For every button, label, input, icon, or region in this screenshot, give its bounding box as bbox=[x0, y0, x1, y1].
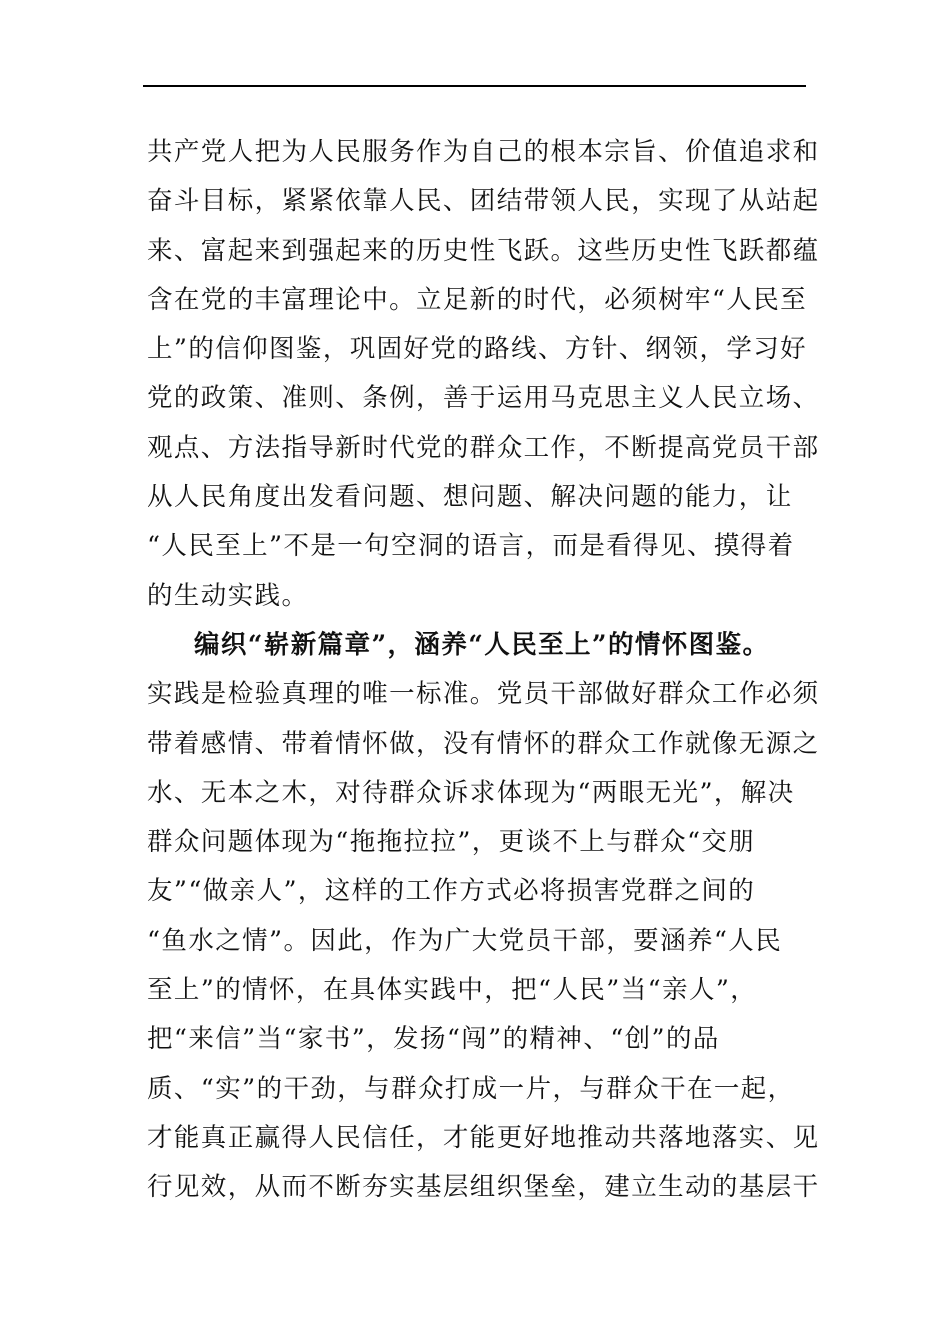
text-line: “鱼水之情”。因此，作为广大党员干部，要涵养“人民 bbox=[147, 925, 783, 956]
text-line: 至上”的情怀，在具体实践中，把“人民”当“亲人”， bbox=[147, 975, 758, 1006]
header-rule bbox=[143, 85, 806, 87]
section-heading: 编织“崭新篇章”，涵养“人民至上”的情怀图鉴。 bbox=[194, 629, 770, 660]
text-line: 来、富起来到强起来的历史性飞跃。这些历史性飞跃都蕴 bbox=[147, 235, 820, 266]
paragraph-2 bbox=[147, 621, 820, 1213]
text-line: 质、“实”的干劲，与群众打成一片，与群众干在一起， bbox=[147, 1073, 795, 1104]
text-line: 奋斗目标，紧紧依靠人民、团结带领人民，实现了从站起 bbox=[147, 186, 820, 217]
text-line: 友”“做亲人”，这样的工作方式必将损害党群之间的 bbox=[147, 876, 756, 907]
paragraph-1 bbox=[147, 128, 820, 621]
text-line: 党的政策、准则、条例，善于运用马克思主义人民立场、 bbox=[147, 383, 820, 414]
text-line: 实践是检验真理的唯一标准。党员干部做好群众工作必须 bbox=[147, 679, 820, 710]
text-line: 共产党人把为人民服务作为自己的根本宗旨、价值追求和 bbox=[147, 137, 820, 167]
text-line: 带着感情、带着情怀做，没有情怀的群众工作就像无源之 bbox=[147, 728, 820, 759]
text-line: 含在党的丰富理论中。立足新的时代，必须树牢“人民至 bbox=[147, 284, 808, 315]
text-line: 行见效，从而不断夯实基层组织堡垒，建立生动的基层干 bbox=[147, 1172, 820, 1203]
text-line: 把“来信”当“家书”，发扬“闯”的精神、“创”的品 bbox=[147, 1024, 720, 1055]
text-line: 上”的信仰图鉴，巩固好党的路线、方针、纲领，学习好 bbox=[147, 334, 808, 365]
text-line: 的生动实践。 bbox=[147, 580, 309, 611]
text-line: 水、无本之木，对待群众诉求体现为“两眼无光”，解决 bbox=[147, 777, 795, 808]
text-line: 从人民角度出发看问题、想问题、解决问题的能力，让 bbox=[147, 482, 793, 513]
text-line: 群众问题体现为“拖拖拉拉”，更谈不上与群众“交朋 bbox=[147, 827, 756, 858]
text-line: “人民至上”不是一句空洞的语言，而是看得见、摸得着 bbox=[147, 531, 795, 562]
text-line: 才能真正赢得人民信任，才能更好地推动共落地落实、见 bbox=[147, 1122, 820, 1153]
body-text bbox=[147, 128, 820, 1213]
text-line: 观点、方法指导新时代党的群众工作，不断提高党员干部 bbox=[147, 432, 820, 463]
